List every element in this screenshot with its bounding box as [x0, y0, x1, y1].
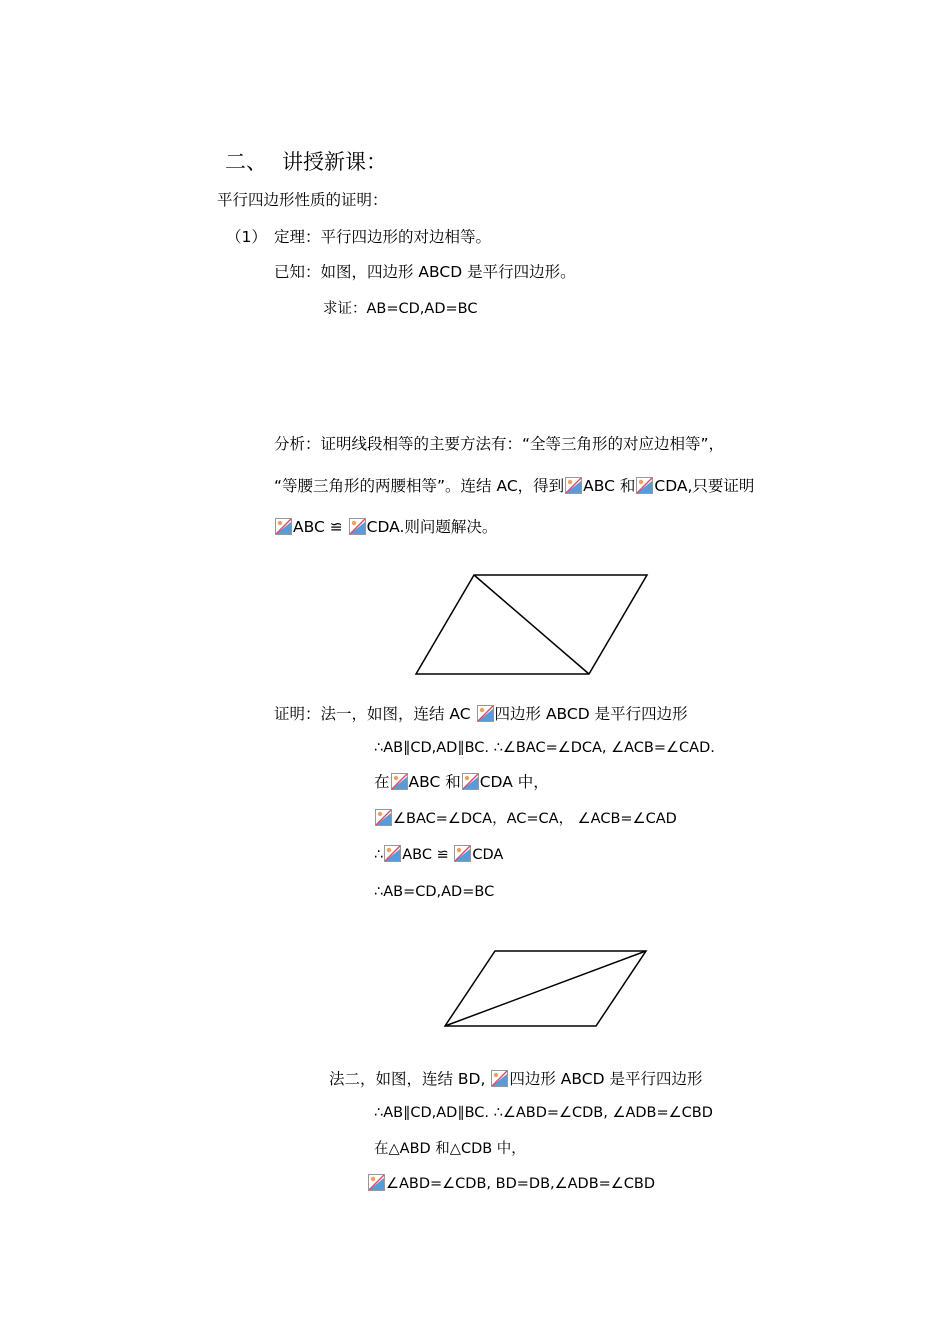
proof1-heading-a: 证明：法一，如图，连结 AC	[274, 705, 471, 723]
proof1-line-5: ∴AB=CD,AD=BC	[374, 884, 495, 900]
proof1-heading	[274, 705, 688, 723]
broken-image-icon	[565, 477, 582, 494]
proof2-heading-a: 法二，如图，连结 BD,	[329, 1070, 486, 1088]
analysis-line-2-b: ABC 和	[583, 477, 636, 495]
proof1-line-2-c: CDA 中，	[479, 773, 549, 791]
proof1-line-3	[374, 809, 677, 827]
analysis-line-2-c: CDA,只要证明	[654, 477, 755, 495]
proof2-line-2: 在△ABD 和△CDB 中，	[374, 1141, 526, 1157]
intro-text: 平行四边形性质的证明：	[217, 191, 388, 209]
broken-image-icon	[454, 845, 471, 862]
proof1-line-4-b: ABC ≌	[402, 847, 449, 863]
section-number: 二、	[225, 150, 267, 174]
proof1-line-1: ∴AB∥CD,AD∥BC. ∴∠BAC=∠DCA, ∠ACB=∠CAD.	[374, 740, 715, 756]
broken-image-icon	[391, 773, 408, 790]
proof1-line-2-a: 在	[374, 773, 390, 791]
proof2-line-3	[367, 1174, 655, 1192]
proof2-line-1: ∴AB∥CD,AD∥BC. ∴∠ABD=∠CDB, ∠ADB=∠CBD	[374, 1105, 713, 1121]
analysis-line-2-a: “等腰三角形的两腰相等”。连结 AC，得到	[274, 477, 565, 495]
diagonal-line	[445, 951, 646, 1026]
proof2-line-3-text: ∠ABD=∠CDB, BD=DB,∠ADB=∠CBD	[386, 1176, 656, 1192]
theorem-number: （1）	[226, 228, 267, 246]
proof1-line-2-b: ABC 和	[408, 773, 461, 791]
broken-image-icon	[462, 773, 479, 790]
analysis-line-3	[274, 518, 497, 536]
analysis-line-3-b: CDA.则问题解决。	[366, 518, 498, 536]
analysis-line-3-a: ABC ≌	[293, 518, 343, 536]
proof1-line-3-text: ∠BAC=∠DCA，AC=CA， ∠ACB=∠CAD	[393, 811, 677, 827]
proof2-heading	[329, 1070, 702, 1088]
analysis-line-2	[274, 477, 754, 495]
proof1-heading-b: 四边形 ABCD 是平行四边形	[494, 705, 688, 723]
given-text: 已知：如图，四边形 ABCD 是平行四边形。	[274, 263, 576, 281]
broken-image-icon	[368, 1174, 385, 1191]
diagonal-line	[474, 575, 589, 674]
theorem-text: 定理：平行四边形的对边相等。	[274, 228, 492, 246]
proof1-line-4	[374, 845, 503, 863]
analysis-line-1: 分析：证明线段相等的主要方法有：“全等三角形的对应边相等”，	[274, 435, 725, 453]
broken-image-icon	[477, 705, 494, 722]
broken-image-icon	[636, 477, 653, 494]
proof1-line-4-a: ∴	[374, 847, 384, 863]
broken-image-icon	[349, 518, 366, 535]
proof1-line-2	[374, 773, 549, 791]
broken-image-icon	[375, 809, 392, 826]
proof2-heading-b: 四边形 ABCD 是平行四边形	[509, 1070, 703, 1088]
parallelogram-figure-ac	[410, 568, 655, 680]
proof1-line-4-c: CDA	[472, 847, 504, 863]
parallelogram-figure-bd	[440, 946, 652, 1032]
prove-text: 求证：AB=CD,AD=BC	[323, 301, 478, 317]
broken-image-icon	[275, 518, 292, 535]
broken-image-icon	[491, 1070, 508, 1087]
broken-image-icon	[384, 845, 401, 862]
section-title: 讲授新课：	[282, 150, 387, 174]
